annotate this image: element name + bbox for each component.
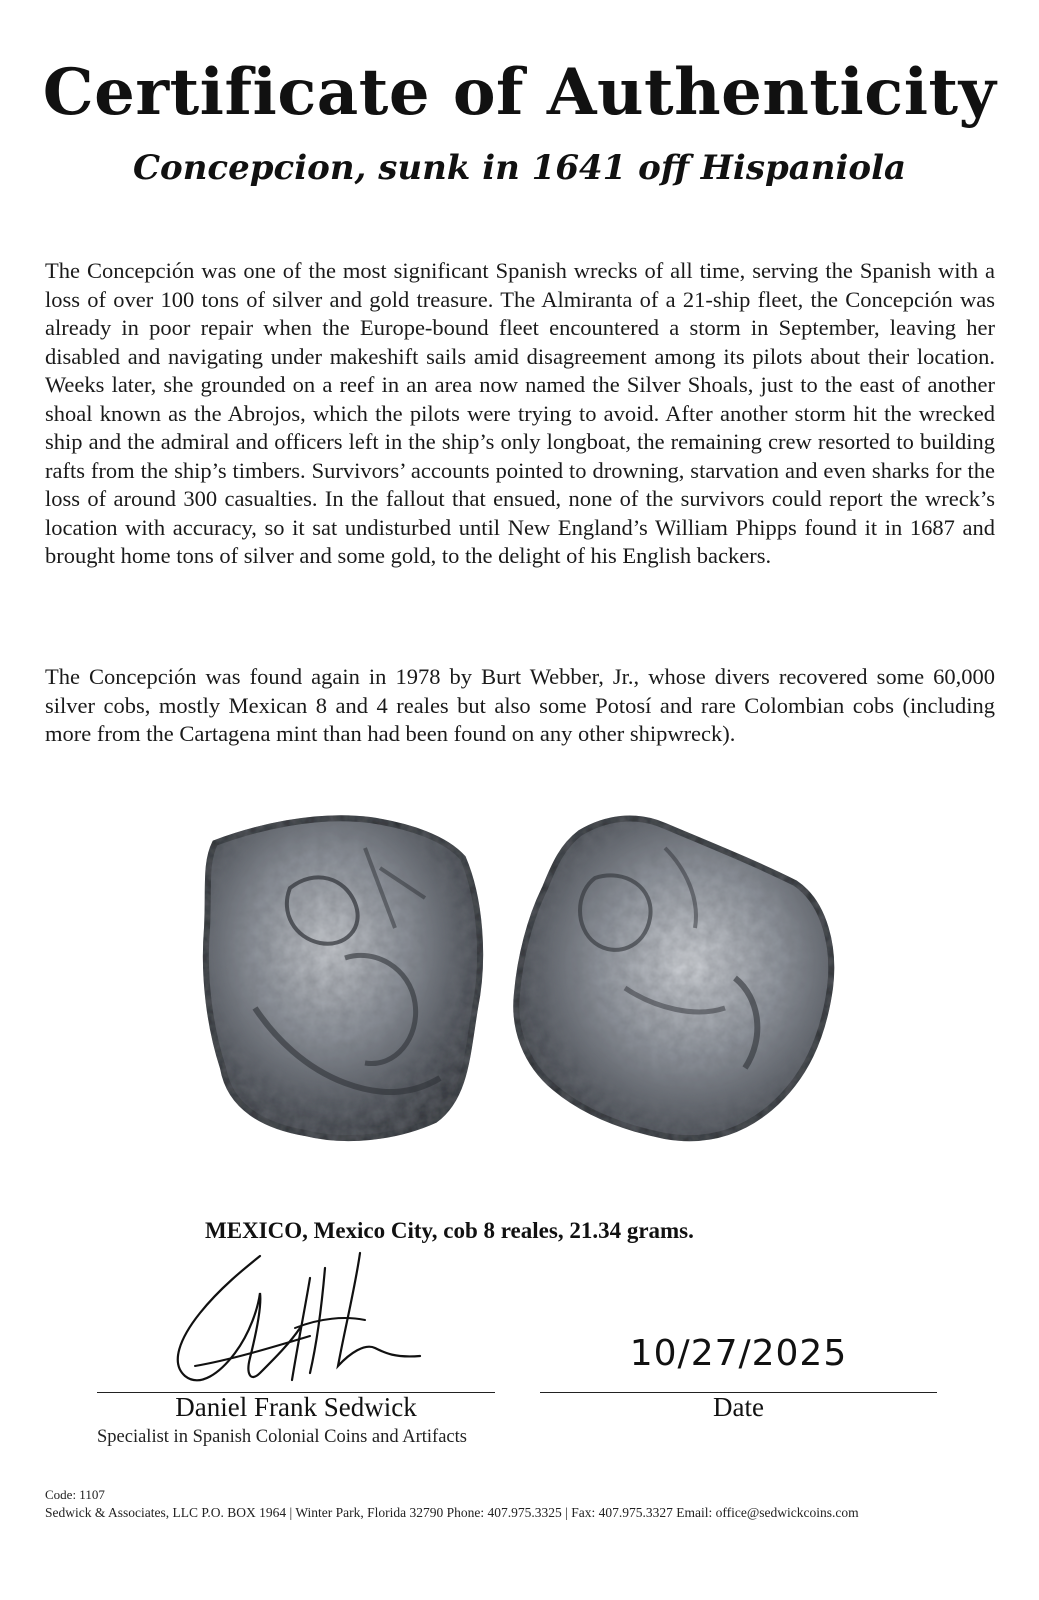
history-paragraph: The Concepción was one of the most significant Spanish wrecks of all time, serving the Spanish with a loss of over 100 tons of silver and gold treasure. The Almiranta of a 21-ship fleet, the Concepción was already in poor repair when the Europe-bound fleet encountered a storm in September, leaving her disabled and navigating under makeshift sails amid disagreement among its pilots about their location. Weeks later, she grounded on a reef in an area now named the Silver Shoals, just to the east of another shoal known as the Abrojos, which the pilots were trying to avoid. After another storm hit the wrecked ship and the admiral and officers left in the ship’s only longboat, the remaining crew resorted to building rafts from the ship’s timbers. Survivors’ accounts pointed to drowning, starvation and even sharks for the loss of around 300 casualties. In the fallout that ensued, none of the survivors could report the wreck’s location with accuracy, so it sat undisturbed until New England’s William Phipps found it in 1687 and brought home tons of silver and some gold, to the delight of his English backers.: [45, 258, 995, 568]
coin-obverse-image: [206, 818, 480, 1138]
certificate-code: Code: 1107: [45, 1487, 105, 1502]
coin-description: MEXICO, Mexico City, cob 8 reales, 21.34 grams.: [205, 1218, 694, 1243]
date-value: 10/27/2025: [629, 1333, 848, 1374]
company-footer: Sedwick & Associates, LLC P.O. BOX 1964 | Winter Park, Florida 32790 Phone: 407.975.3325 | Fax: 407.975.3327 Email: office@sedwickcoins.com: [45, 1505, 859, 1520]
signer-name: Daniel Frank Sedwick: [175, 1392, 417, 1422]
coin-images: [195, 808, 845, 1148]
coin-reverse-image: [516, 819, 831, 1139]
discovery-paragraph: The Concepción was found again in 1978 by Burt Webber, Jr., whose divers recovered some 60,000 silver cobs, mostly Mexican 8 and 4 reales but also some Potosí and rare Colombian cobs (including more from the Cartagena mint than had been found on any other shipwreck).: [45, 664, 995, 746]
signature-image: [160, 1248, 440, 1393]
signer-title: Specialist in Spanish Colonial Coins and Artifacts: [97, 1427, 467, 1447]
certificate-subtitle: Concepcion, sunk in 1641 off Hispaniola: [132, 148, 907, 188]
date-label: Date: [713, 1392, 764, 1422]
certificate-title: Certificate of Authenticity: [42, 55, 997, 130]
